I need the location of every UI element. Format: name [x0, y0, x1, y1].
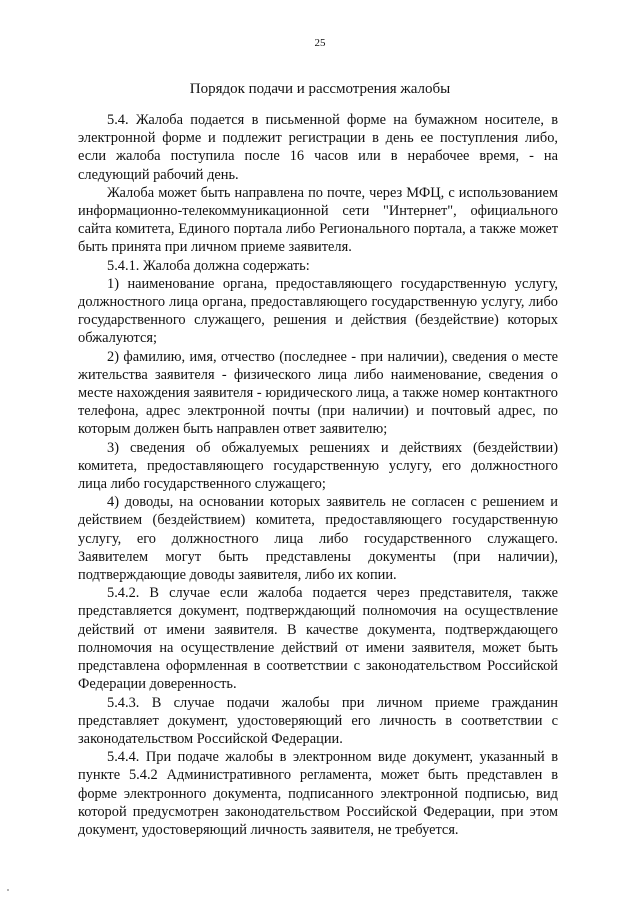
paragraph-5-4-1: 5.4.1. Жалоба должна содержать:	[107, 257, 310, 274]
paragraph-submission-channels: Жалоба может быть направлена по почте, через МФЦ, с использованием информационно-телекоммуникационной сети "Интернет", официального сайта комитета, Единого портала либо Регионального портала, а также может быть принята при личном приеме заявителя.	[78, 184, 558, 256]
list-item-1: 1) наименование органа, предоставляющего государственную услугу, должностного лица органа, предоставляющего государственную услугу, либо государственного служащего, решения и действия (бездействие) которых обжалуются;	[78, 275, 558, 347]
page-number: 25	[314, 37, 326, 49]
paragraph-5-4-2: 5.4.2. В случае если жалоба подается через представителя, также представляется документ, подтверждающий полномочия на осуществление действий от имени заявителя. В качестве документа, подтверждающего полномочия на осуществление действий от имени заявителя, может быть представлена оформленная в соответствии с законодательством Российской Федерации доверенность.	[78, 585, 558, 693]
list-item-4: 4) доводы, на основании которых заявитель не согласен с решением и действием (бездействием) комитета, предоставляющего государственную услугу, его должностного лица либо государственного служащего. Заявителем могут быть представлены документы (при наличии), подтверждающие доводы заявителя, либо их копии.	[78, 494, 558, 584]
paragraph-5-4-3: 5.4.3. В случае подачи жалобы при личном приеме гражданин представляет документ, удостоверяющий его личность в соответствии с законодательством Российской Федерации.	[78, 694, 558, 747]
paragraph-5-4-4: 5.4.4. При подаче жалобы в электронном виде документ, указанный в пункте 5.4.2 Административного регламента, может быть представлен в форме электронного документа, подписанного электронной подписью, вид которой предусмотрен законодательством Российской Федерации, при этом документ, удостоверяющий личность заявителя, не требуется.	[78, 749, 558, 838]
document-body	[78, 111, 558, 839]
list-item-2: 2) фамилию, имя, отчество (последнее - при наличии), сведения о месте жительства заявителя - физического лица либо наименование, сведения о месте нахождения заявителя - юридического лица, а также номер контактного телефона, адрес электронной почты (при наличии) и почтовый адрес, по которым должен быть направлен ответ заявителю;	[78, 348, 558, 438]
paragraph-5-4: 5.4. Жалоба подается в письменной форме на бумажном носителе, в электронной форме и подлежит регистрации в день ее поступления либо, если жалоба поступила после 16 часов или в нерабочее время, - на следующий рабочий день.	[78, 112, 558, 183]
list-item-3: 3) сведения об обжалуемых решениях и действиях (бездействии) комитета, предоставляющего государственную услугу, его должностного лица либо государственного служащего;	[78, 439, 558, 493]
section-title: Порядок подачи и рассмотрения жалобы	[189, 81, 451, 97]
scan-dot	[7, 889, 9, 891]
